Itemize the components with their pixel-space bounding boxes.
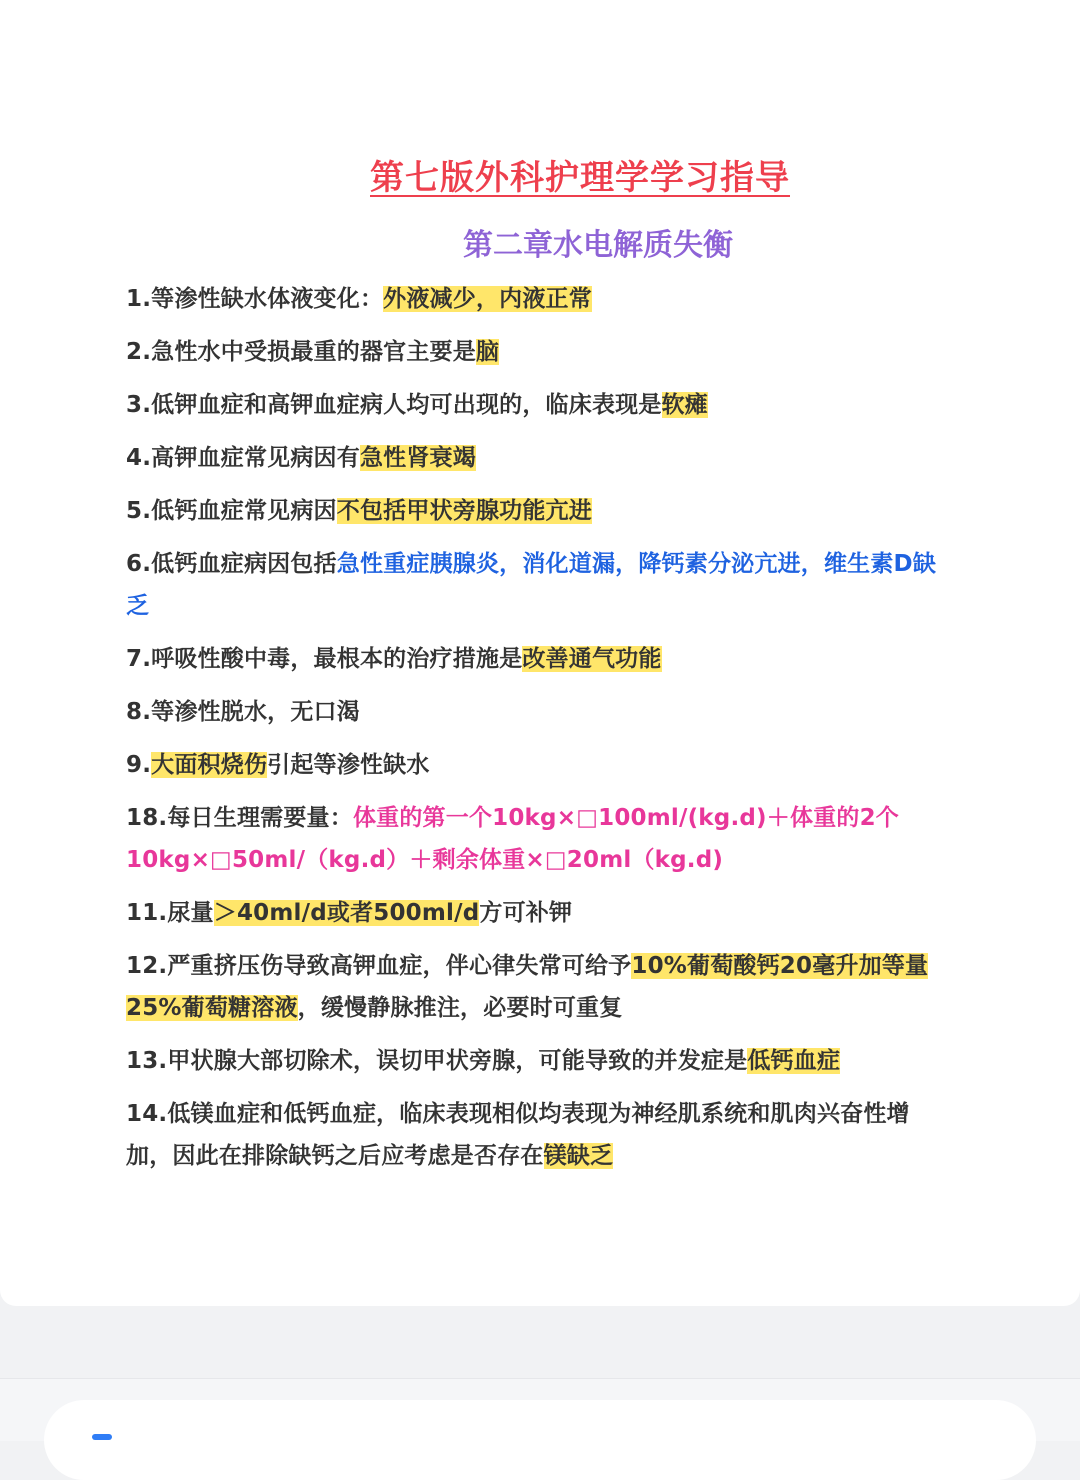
item-text: 9. bbox=[126, 752, 152, 778]
item-text: 8.等渗性脱水，无口渴 bbox=[126, 699, 360, 725]
list-item bbox=[126, 1040, 946, 1082]
item-text: 方可补钾 bbox=[479, 900, 573, 926]
highlighted-text: 大面积烧伤 bbox=[151, 752, 268, 778]
list-item bbox=[126, 490, 946, 532]
item-text: 13.甲状腺大部切除术，误切甲状旁腺，可能导致的并发症是 bbox=[126, 1048, 748, 1074]
highlighted-text: 软瘫 bbox=[661, 392, 708, 418]
item-text: 6.低钙血症病因包括 bbox=[126, 551, 337, 577]
list-item bbox=[126, 384, 946, 426]
document-title: 第七版外科护理学学习指导 bbox=[370, 158, 790, 198]
highlighted-text: 急性肾衰竭 bbox=[359, 445, 476, 471]
note-list bbox=[126, 278, 946, 1188]
item-text: 1.等渗性缺水体液变化： bbox=[126, 286, 384, 312]
item-text: 14.低镁血症和低钙血症，临床表现相似均表现为神经肌系统和肌肉兴奋性增加，因此在排除缺钙之后应考虑是否存在 bbox=[126, 1101, 910, 1169]
list-item bbox=[126, 437, 946, 479]
pink-text: 体重的第一个10kg×□100ml/(kg.d)＋体重的2个10kg×□50ml/（kg.d）＋剩余体重×□20ml（kg.d) bbox=[126, 805, 899, 873]
comment-input[interactable] bbox=[44, 1400, 1036, 1480]
list-item bbox=[126, 278, 946, 320]
highlighted-text: 镁缺乏 bbox=[543, 1143, 614, 1169]
item-text: 5.低钙血症常见病因 bbox=[126, 498, 337, 524]
chapter-subtitle: 第二章水电解质失衡 bbox=[463, 228, 733, 263]
list-item bbox=[126, 892, 946, 934]
item-text: 7.呼吸性酸中毒，最根本的治疗措施是 bbox=[126, 646, 523, 672]
item-text: 18.每日生理需要量： bbox=[126, 805, 353, 831]
item-text: ，缓慢静脉推注，必要时可重复 bbox=[297, 995, 623, 1021]
list-item bbox=[126, 543, 946, 627]
list-item bbox=[126, 691, 946, 733]
highlighted-text: 低钙血症 bbox=[747, 1048, 841, 1074]
blue-text: 急性重症胰腺炎，消化道漏，降钙素分泌亢进，维生素D缺乏 bbox=[126, 551, 937, 619]
item-text: 2.急性水中受损最重的器官主要是 bbox=[126, 339, 476, 365]
list-item bbox=[126, 797, 946, 881]
highlighted-text: 改善通气功能 bbox=[522, 646, 662, 672]
list-item bbox=[126, 1093, 946, 1177]
item-text: 3.低钾血症和高钾血症病人均可出现的，临床表现是 bbox=[126, 392, 662, 418]
list-item bbox=[126, 744, 946, 786]
highlighted-text: ＞40ml/d或者500ml/d bbox=[213, 900, 480, 926]
highlighted-text: 不包括甲状旁腺功能亢进 bbox=[336, 498, 592, 524]
list-item bbox=[126, 945, 946, 1029]
item-text: 4.高钾血症常见病因有 bbox=[126, 445, 360, 471]
highlighted-text: 10%葡萄酸钙20毫升加等量25%葡萄糖溶液 bbox=[126, 953, 929, 1021]
highlighted-text: 外液减少，内液正常 bbox=[383, 286, 592, 312]
item-text: 引起等渗性缺水 bbox=[267, 752, 430, 778]
list-item bbox=[126, 331, 946, 373]
comment-icon bbox=[92, 1434, 112, 1440]
item-text: 11.尿量 bbox=[126, 900, 214, 926]
list-item bbox=[126, 638, 946, 680]
item-text: 12.严重挤压伤导致高钾血症，伴心律失常可给予 bbox=[126, 953, 632, 979]
highlighted-text: 脑 bbox=[475, 339, 500, 365]
